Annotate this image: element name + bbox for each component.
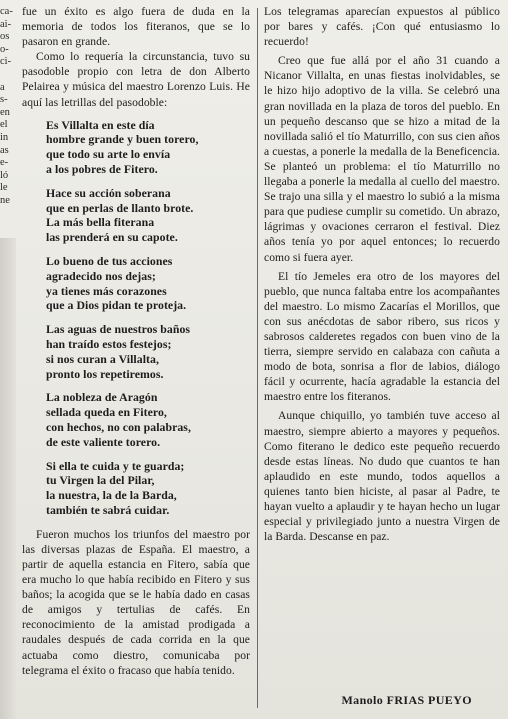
author-signature: Manolo FRIAS PUEYO bbox=[341, 693, 472, 707]
edge-fragment: e- bbox=[0, 157, 9, 169]
edge-fragment: os bbox=[0, 31, 10, 43]
poem-line: si nos curan a Villalta, bbox=[46, 351, 159, 366]
poem-line: tu Virgen la del Pilar, bbox=[46, 473, 155, 488]
edge-fragment: a bbox=[0, 81, 5, 93]
poem-line: Lo bueno de tus acciones bbox=[46, 254, 173, 269]
edge-fragment: as bbox=[0, 144, 9, 156]
poem-line: La más bella fiterana bbox=[46, 215, 155, 230]
paragraph: Como lo requería la circunstancia, tuvo su pasodoble propio con letra de don Alberto Pelairea y música del maestro Lorenzo Luis. He aquí las letrillas del pasodoble: bbox=[22, 50, 250, 109]
edge-fragment: in bbox=[0, 131, 9, 143]
edge-fragment: ai- bbox=[0, 18, 12, 30]
poem-line: a los pobres de Fitero. bbox=[46, 162, 158, 177]
poem-line: La nobleza de Aragón bbox=[46, 390, 158, 405]
pasodoble-stanza bbox=[46, 322, 250, 381]
poem-line: que todo su arte lo envía bbox=[46, 147, 171, 162]
paragraph: Aunque chiquillo, yo también tuve acceso al maestro, siempre abierto a mayores y pequeños. Como fiterano le dedico este pequeño recuerdo desde estas líneas. No dudo que cuantos te han aplaudido en este mundo, todos aquellos a quienes tanto bien hiciste, al pasar al Padre, te hayan vuelto a aplaudir y te hayan hecho un lugar especial y privilegiado junto a nuestra Virgen de la Barda. Descanse en paz. bbox=[264, 409, 500, 544]
poem-line: que a Dios pidan te proteja. bbox=[46, 298, 187, 313]
poem-line: Es Villalta en este día bbox=[46, 117, 155, 132]
edge-fragment: ca- bbox=[0, 6, 13, 17]
right-column bbox=[264, 4, 500, 544]
pasodoble-stanza bbox=[46, 459, 250, 518]
edge-fragment bbox=[0, 69, 16, 82]
edge-fragment: ne bbox=[0, 194, 10, 206]
poem-line: con hechos, no con palabras, bbox=[46, 420, 191, 434]
poem-line: hombre grande y buen torero, bbox=[46, 132, 199, 147]
poem-line: Hace su acción soberana bbox=[46, 185, 171, 200]
poem-line: de este valiente torero. bbox=[46, 434, 161, 449]
edge-fragment: el bbox=[0, 119, 8, 131]
pasodoble-stanza bbox=[46, 118, 250, 177]
poem-line: pronto los repetiremos. bbox=[46, 366, 164, 381]
poem-line: la nuestra, la de la Barda, bbox=[46, 488, 177, 503]
edge-fragment: le bbox=[0, 182, 8, 194]
cut-off-column-fragments bbox=[0, 6, 16, 236]
edge-fragment: ló bbox=[0, 169, 9, 181]
pasodoble-stanza bbox=[46, 186, 250, 245]
poem-line: también te sabrá cuidar. bbox=[46, 502, 170, 517]
poem-line: que en perlas de llanto brote. bbox=[46, 200, 194, 215]
poem-line: ya tienes más corazones bbox=[46, 283, 167, 298]
paragraph: Los telegramas aparecían expuestos al público por bares y cafés. ¡Con qué entusiasmo lo recuerdo! bbox=[264, 5, 500, 49]
poem-line: sellada queda en Fitero, bbox=[46, 405, 167, 420]
paragraph: Creo que fue allá por el año 31 cuando a Nicanor Villalta, en unas fiestas inolvidables, se le hizo hijo adoptivo de la villa. Se celebró una gran novillada en la plaza de toros del pueblo. En un pequeño descanso que se hizo a mitad de la novillada salió el tío Maturrillo, con sus cien años a cuestas, a ponerle la medalla de la Beneficencia. Se planteó un problema: el tío Maturrillo no llegaba a ponerle la medalla al cuello del maestro. Se trajo una silla y el maestro lo subió a la misma para que pudiese cumplir su cometido. Un abrazo, lágrimas y ovaciones cerraron el festival. Diez años tenía yo por aquel entonces; lo recuerdo como si fuera ayer. bbox=[264, 54, 500, 264]
pasodoble-stanza bbox=[46, 390, 250, 449]
pasodoble-stanza bbox=[46, 254, 250, 313]
paper-fold-shadow bbox=[0, 238, 16, 719]
poem-line: Las aguas de nuestros baños bbox=[46, 322, 191, 337]
edge-fragment: ci- bbox=[0, 56, 12, 68]
poem-line: Si ella te cuida y te guarda; bbox=[46, 458, 185, 473]
paragraph: Fueron muchos los triunfos del maestro por las diversas plazas de España. El maestro, a partir de aquella estancia en Fitero, sabía que era mucho lo que había recibido en Fitero y sus baños; la acogida que se le había dado en casas de amigos y tertulias de cafés. En reconocimiento de la amistad prodigada a raudales después de cada corrida en la que actuaba como diestro, comunicaba por telegrama el éxito o fracaso que había tenido. bbox=[22, 527, 250, 677]
edge-fragment: o- bbox=[0, 43, 9, 55]
paragraph: El tío Jemeles era otro de los mayores del pueblo, que nunca faltaba entre los acompañantes del maestro. Lo mismo Zacarías el Morillos, que con sus anécdotas de sabor ribero, sus ricos y sabrosos calderetes regados con buen vino de la tierra, siempre servido en calabaza con cañuta a modo de bota, sonrisa a flor de labios, diálogo fácil y ocurrente, hacía agradable la estancia del maestro entre los fiteranos. bbox=[264, 269, 500, 404]
column-divider bbox=[257, 8, 258, 708]
paragraph: fue un éxito es algo fuera de duda en la memoria de todos los fiteranos, que se lo pasaron en grande. bbox=[22, 5, 250, 49]
edge-fragment: en bbox=[0, 106, 10, 118]
edge-fragment: s- bbox=[0, 94, 8, 106]
poem-line: agradecido nos dejas; bbox=[46, 268, 156, 283]
poem-line: las prenderá en su capote. bbox=[46, 230, 178, 245]
poem-line: han traído estos festejos; bbox=[46, 337, 172, 352]
left-column bbox=[22, 4, 250, 678]
